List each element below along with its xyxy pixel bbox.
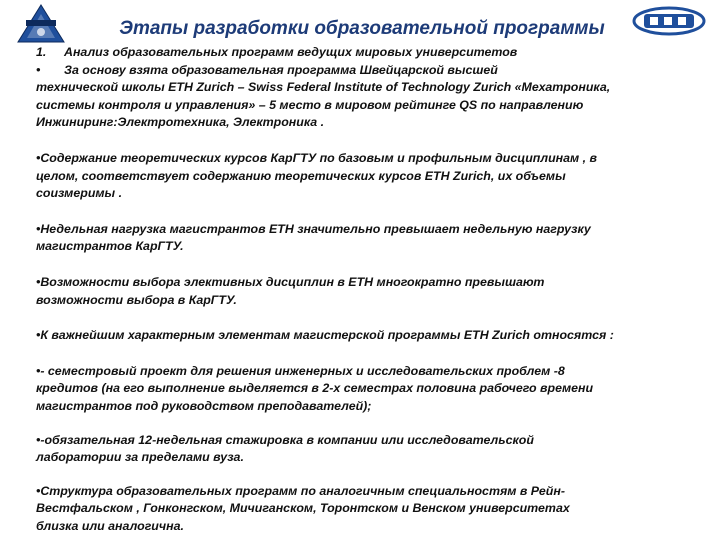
item-line: •Недельная нагрузка магистрантов ETH значительно превышает недельную нагрузку	[36, 221, 591, 236]
item-line: целом, соответствует содержанию теоретических курсов ETH Zurich, их объемы	[36, 168, 566, 183]
list-item	[36, 221, 704, 256]
university-emblem-icon	[16, 4, 66, 44]
intro-text: За основу взята образовательная программа Швейцарской высшей	[64, 62, 498, 77]
item-line: лаборатории за пределами вуза.	[36, 450, 244, 465]
item-line: кредитов (на его выполнение выделяется в 2-х семестрах половина рабочего времени	[36, 381, 594, 396]
list-item	[36, 363, 704, 416]
list-item	[36, 150, 704, 203]
intro-continuation: Инжиниринг:Электротехника, Электроника .	[36, 115, 325, 130]
item-line: •К важнейшим характерным элементам магистерской программы ETH Zurich относятся :	[36, 328, 614, 343]
bullet: •	[36, 62, 41, 77]
intro-line-2	[36, 62, 704, 80]
item-line: •Возможности выбора элективных дисциплин в ETH многократно превышают	[36, 274, 545, 289]
item-line: •- семестровый проект для решения инженерных и исследовательских проблем -8	[36, 363, 565, 378]
item-line: Вестфальском , Гонконгском, Мичиганском, Торонтском и Венском университетах	[36, 501, 570, 516]
list-item	[36, 432, 704, 467]
intro-continuation: технической школы ETH Zurich – Swiss Federal Institute of Technology Zurich «Мехатроника,	[36, 80, 611, 95]
item-line: •Структура образовательных программ по аналогичным специальностям в Рейн-	[36, 483, 565, 498]
intro-line-1	[36, 44, 704, 62]
list-item	[36, 274, 704, 309]
item-line: возможности выбора в КарГТУ.	[36, 292, 237, 307]
list-number: 1.	[36, 45, 47, 59]
item-line: магистрантов под руководством преподавателей);	[36, 398, 372, 413]
item-line: •-обязательная 12-недельная стажировка в компании или исследовательской	[36, 432, 534, 447]
item-line: магистрантов КарГТУ.	[36, 239, 184, 254]
page-title: Этапы разработки образовательной программы	[119, 18, 605, 39]
list-item	[36, 483, 704, 536]
list-item	[36, 327, 704, 345]
content	[36, 44, 704, 535]
item-line: близка или аналогична.	[36, 518, 184, 533]
item-line: •Содержание теоретических курсов КарГТУ по базовым и профильным дисциплинам , в	[36, 150, 597, 165]
intro-block	[36, 44, 704, 132]
intro-text: Анализ образовательных программ ведущих мировых университетов	[64, 45, 518, 59]
brand-logo-icon	[632, 6, 706, 36]
intro-continuation: системы контроля и управления» – 5 место в мировом рейтинге QS по направлению	[36, 97, 584, 112]
item-line: соизмеримы .	[36, 186, 123, 201]
